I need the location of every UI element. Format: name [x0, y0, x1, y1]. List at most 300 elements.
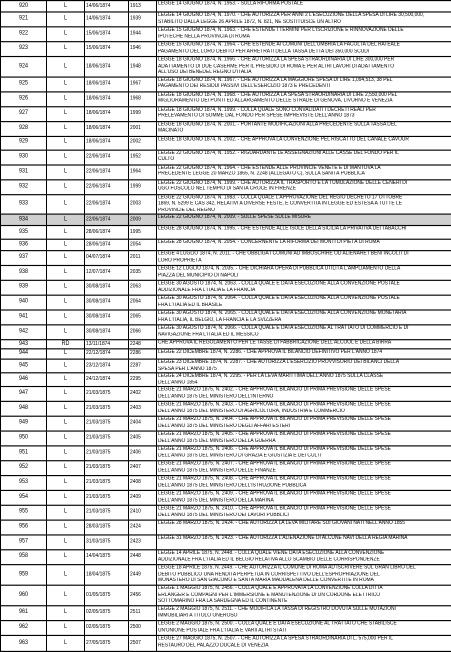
row-date: 18/04/1875 [85, 565, 129, 586]
row-law-number: 2408 [129, 476, 157, 491]
table-row [1, 476, 451, 491]
row-law-number: 2409 [129, 490, 157, 505]
description-line: DELL'ANNO 1875 DEL MINISTERO DI AGRICOLTURA, INDUSTRIA E COMMERCIO [158, 408, 345, 414]
row-description [157, 585, 451, 606]
description-line: ADDIZIONALE FRA L'ITALIA E LA FRANCIA [158, 287, 256, 293]
row-type: L [47, 179, 85, 194]
row-date: 27/05/1875 [85, 635, 129, 651]
row-description [157, 476, 451, 491]
row-type: L [47, 606, 85, 621]
row-type: L [47, 490, 85, 505]
row-number: 924 [1, 57, 47, 77]
row-date: 24/12/1874 [85, 373, 129, 387]
row-type: L [47, 27, 85, 42]
row-number: 949 [1, 416, 47, 431]
table-row [1, 12, 451, 27]
row-type: L [47, 550, 85, 565]
row-law-number: 2064 [129, 295, 157, 310]
row-date: 04/07/1874 [85, 251, 129, 266]
row-description [157, 431, 451, 446]
row-number: 923 [1, 42, 47, 57]
row-law-number: 2003 [129, 194, 157, 214]
table-row [1, 490, 451, 505]
row-law-number: 2035 [129, 265, 157, 280]
table-row [1, 461, 451, 476]
row-type: L [47, 520, 85, 535]
table-row [1, 373, 451, 387]
row-type: L [47, 106, 85, 121]
row-type: L [47, 505, 85, 520]
description-line: MONASTERO DI SAN GIACOMO E SANTA MARIA MADDALENA DELLE CONVERTITE IN ROMA [158, 577, 374, 584]
row-description [157, 340, 451, 349]
table-row [1, 265, 451, 280]
row-date: 23/12/1874 [85, 359, 129, 373]
row-law-number: 1944 [129, 27, 157, 42]
description-line: LEGGE 21 MARZO 1875, N. 2402. - CHE APPROVA IL BILANCIO DI PRIMA PREVISIONE DELLE SPESE [158, 387, 391, 393]
row-date: 21/03/1875 [85, 476, 129, 491]
row-description [157, 194, 451, 214]
row-law-number: 2403 [129, 401, 157, 416]
row-description [157, 150, 451, 165]
row-number: 952 [1, 461, 47, 476]
description-line: LEGGE 14 GIUGNO 1874, N. 1970. - CHE AUTORIZZA PER ANNI 2 L'ESECUZIONE DELLA SPESA DI LIRE 30,500,000, [158, 12, 425, 19]
description-line: MIGLIORAMENTO DEI PONTI ED ALLARGAMENTO DELLE STRADE DI GENOVA, LIVORNO E VENEZIA [158, 98, 393, 104]
row-date: 22/06/1874 [85, 179, 129, 194]
table-row [1, 91, 451, 106]
row-law-number: 2054 [129, 239, 157, 250]
description-line: PIAZZA DEL MUNICIPIO DI NAPOLI [158, 272, 239, 279]
row-type: L [47, 387, 85, 402]
row-date: 21/03/1875 [85, 461, 129, 476]
row-number: 943 [1, 340, 47, 349]
row-type: L [47, 401, 85, 416]
description-line: LEGGE 28 MARZO 1875, N. 2424. - CHE AUTORIZZA LA LEVA MILITARE SUI GIOVANI NATI NELL'ANNO 1855 [158, 520, 405, 527]
row-description [157, 387, 451, 402]
description-line: LEGGE 27 MAGGIO 1875, N. 2507. - CHE AUTORIZZA LA SPESA STRAORDINARIA DI L. 575,000 PER IL [158, 636, 394, 642]
row-type: L [47, 91, 85, 106]
row-number: 959 [1, 565, 47, 586]
table-row [1, 226, 451, 240]
row-law-number: 2065 [129, 310, 157, 325]
table-row [1, 621, 451, 636]
row-number: 934 [1, 214, 47, 225]
row-date: 02/05/1875 [85, 606, 129, 621]
row-description [157, 349, 451, 359]
description-line: LEGGE 30 AGOSTO 1874, N. 2066. - COLLA QUALE È DATA ESECUZIONE AL TRATTATO DI COMMERCIO E DI [158, 325, 409, 332]
row-number: 945 [1, 359, 47, 373]
row-law-number: 2423 [129, 535, 157, 550]
table-row [1, 565, 451, 586]
description-line: PAGAMENTO DEL LORO DEBITO PER ARRETRATI DELLA TASSA DETTA DEI 350,000 SCUDI [158, 48, 370, 55]
row-type: L [47, 214, 85, 225]
row-law-number: 2286 [129, 349, 157, 359]
row-number: 963 [1, 635, 47, 651]
row-law-number: 1913 [129, 1, 157, 12]
row-law-number: 2407 [129, 461, 157, 476]
description-line: CULTO [158, 156, 175, 163]
row-date: 18/06/1874 [85, 121, 129, 136]
table-row [1, 179, 451, 194]
row-number: 940 [1, 295, 47, 310]
row-date: 01/05/1875 [85, 585, 129, 606]
description-line: DELL'ANNO 1875 DEL MINISTERO DELL'INTERNO [158, 393, 274, 400]
row-date: 22/06/1874 [85, 194, 129, 214]
table-row [1, 239, 451, 250]
row-date: 28/06/1874 [85, 226, 129, 240]
row-type: L [47, 164, 85, 179]
row-date: 28/03/1875 [85, 520, 129, 535]
row-description [157, 295, 451, 310]
row-description [157, 416, 451, 431]
row-description [157, 325, 451, 340]
description-line: LEGGE 18 GIUGNO 1874, N. 1967. - CHE AUTORIZZA LA MAGGIORE SPESA DI LIRE 1,094,513, 38 PEL [158, 77, 393, 83]
description-line: IMMOBILIARI A TITOLO ONEROSO [158, 612, 238, 619]
row-number: 926 [1, 91, 47, 106]
row-date: 22/06/1874 [85, 164, 129, 179]
description-line: FRA L'ITALIA ED IL BRASILE [158, 302, 223, 308]
description-line: LEGGE 21 MARZO 1875, N. 2410. - CHE APPROVA IL BILANCIO DI PRIMA PREVISIONE DELLE SPESE [158, 505, 391, 512]
table-row [1, 325, 451, 340]
row-number: 930 [1, 150, 47, 165]
description-line: LEGGE 21 MARZO 1875, N. 2407. - CHE APPROVA IL BILANCIO DI PRIMA PREVISIONE DELLE SPESE [158, 461, 391, 468]
row-number: 958 [1, 550, 47, 565]
row-date: 15/06/1874 [85, 27, 129, 42]
row-law-number: 1952 [129, 150, 157, 165]
description-line: PAGAMENTO DEI RESIDUI PASSIVI DELL'ESERCIZIO 1873 E PRECEDENTI [158, 83, 331, 90]
row-date: 14/06/1874 [85, 1, 129, 12]
description-line: NAVIGAZIONE FRA L'ITALIA ED IL MESSICO [158, 331, 259, 338]
description-line: LEGGE 30 AGOSTO 1874, N. 2063. - COLLA QUALE È DATA ESECUZIONE ALLA CONVENZIONE POSTALE [158, 280, 400, 287]
row-description [157, 535, 451, 550]
row-type: L [47, 476, 85, 491]
row-law-number: 2295 [129, 373, 157, 387]
row-type: L [47, 535, 85, 550]
description-line: DELL'ANNO 1875 DEL MINISTERO DEGLI AFFARI ESTERI [158, 423, 291, 429]
description-line: DELL'ANNO 1875 DEL MINISTERO DI GRAZIA E GIUSTIZIA E DEI CULTI [158, 452, 322, 459]
row-description [157, 57, 451, 77]
row-description [157, 520, 451, 535]
row-description [157, 635, 451, 651]
description-line: UGO FOSCOLO NEL TEMPIO DI SANTA CROCE IN FIRENZE [158, 186, 296, 192]
table-row [1, 416, 451, 431]
row-type: L [47, 373, 85, 387]
description-line: LEGGE 2 MAGGIO 1875, N. 2500. - COLLA QUALE È DATA ESECUZIONE AL TRATTATO CHE STABILISCE [158, 621, 397, 627]
row-date: 21/03/1875 [85, 505, 129, 520]
row-number: 927 [1, 106, 47, 121]
row-number: 921 [1, 12, 47, 27]
description-line: LEGGE 1 MAGGIO 1875, N. 2456. - COLLA QUALE È APPROVATA LA CONVENZIONE COLLA DITTA [158, 585, 383, 592]
row-date: 30/08/1874 [85, 310, 129, 325]
table-row [1, 340, 451, 349]
description-line: PROVINCIE DEL REGNO [158, 207, 215, 213]
table-row [1, 606, 451, 621]
description-line: PRECEDENTE LEGGE 20 MARZO 1865, N. 2248 (ALLEGATO C), SULLA SANITÀ PUBBLICA [158, 171, 365, 177]
description-line: LEGGE 28 GIUGNO 1874, N. 1995. - CHE ESTENDE ALLE ISOLE DELLA SICILIA LA PRIVATIVA DEI TABACCHI [158, 226, 407, 232]
description-line: LEGGE 21 MARZO 1875, N. 2408. - CHE APPROVA IL BILANCIO DI PRIMA PREVISIONE DELLE SPESE [158, 476, 391, 482]
row-law-number: 1939 [129, 12, 157, 27]
row-date: 30/08/1874 [85, 280, 129, 295]
table-row [1, 27, 451, 42]
row-description [157, 401, 451, 416]
description-line: LEGGE 24 DICEMBRE 1874, N. 2295. - PER LA LEVA MARITTIMA DELL'ANNO 1875 SULLA CLASSE [158, 373, 384, 380]
row-number: 954 [1, 490, 47, 505]
description-line: LORO PROPRIETÀ [158, 257, 202, 264]
row-number: 956 [1, 520, 47, 535]
row-type: L [47, 416, 85, 431]
table-row [1, 446, 451, 461]
row-type: L [47, 621, 85, 636]
row-date: 18/06/1874 [85, 77, 129, 92]
row-date: 18/06/1874 [85, 57, 129, 77]
description-line: LEGGE 22 GIUGNO 1874, N. 1999. - CHE AUTORIZZA IL TRASPORTO E LA TUMULAZIONE DELLE CENERI DI [158, 179, 408, 186]
table-row [1, 77, 451, 92]
table-row [1, 164, 451, 179]
row-type: L [47, 239, 85, 250]
row-description [157, 606, 451, 621]
description-line: LEGGE 15 GIUGNO 1874, N. 1964. - CHE ESTENDE AI COMUNI DELL'UMBRIA LA FACOLTÀ DEL RATEALE [158, 42, 400, 48]
row-description [157, 1, 451, 12]
row-description [157, 77, 451, 92]
description-line: LEGGE 18 GIUGNO 1874, N. 1966. - CHE AUTORIZZA LA SPESA STRAORDINARIA DI LIRE 300,000 PER [158, 57, 395, 63]
row-date: 22/06/1874 [85, 214, 129, 225]
row-type: L [47, 57, 85, 77]
row-description [157, 446, 451, 461]
row-law-number: 2448 [129, 550, 157, 565]
row-date: 31/03/1875 [85, 535, 129, 550]
row-description [157, 12, 451, 27]
table-row [1, 310, 451, 325]
row-number: 933 [1, 194, 47, 214]
row-law-number: 1995 [129, 226, 157, 240]
row-number: 953 [1, 476, 47, 491]
table-row [1, 136, 451, 150]
description-line: STABILITO DALLA LEGGE 26 APRILE 1872, N. 821, NE SOSTITUISCE UN ALTRO [158, 18, 341, 25]
row-number: 946 [1, 373, 47, 387]
row-description [157, 265, 451, 280]
row-number: 929 [1, 136, 47, 150]
table-row [1, 57, 451, 77]
description-line: SOTTOMARINO FRA LA SARDEGNA ED IL CONTINENTE [158, 598, 288, 605]
description-line: PRELEVAMENTO DI SOMME DAL FONDO PER SPESE IMPREVISTE DELL'ANNO 1873 [158, 113, 355, 119]
description-line: LEGGE 14 APRILE 1875, N. 2448. - COLLA QUALE VIENE DATA ESECUZIONE ALLA CONVENZIONE [158, 550, 385, 557]
row-number: 928 [1, 121, 47, 136]
row-date: 21/03/1875 [85, 431, 129, 446]
row-description [157, 91, 451, 106]
description-line: LEGGE 18 GIUGNO 1874, N. 2002. - CHE APPROVA LA CONVENZIONE PEL RISCATTO DEL CANALE CAVOUR [158, 136, 409, 143]
description-line: DELL'ANNO 1875 DEL MINISTERO DELLE FINANZE [158, 467, 276, 474]
row-description [157, 621, 451, 636]
row-date: 14/04/1875 [85, 550, 129, 565]
table-row [1, 520, 451, 535]
row-type: L [47, 446, 85, 461]
row-type: L [47, 359, 85, 373]
table-row [1, 585, 451, 606]
row-type: L [47, 565, 85, 586]
description-line: LEGGE 2 MAGGIO 1875, N. 2511. - CHE MODIFICA LA TASSA DI REGISTRO DOVUTA SULLE MUTAZIONI [158, 606, 396, 613]
table-row [1, 42, 451, 57]
table-row [1, 214, 451, 225]
description-line: DEBITO PUBBLICO UNA RENDITA PERPETUA IN CORRISPETTIVO DELL'ESPROPRIAZIONE DEL [158, 571, 380, 578]
row-date: 18/06/1874 [85, 91, 129, 106]
description-line: ERLANGER E COMPAGNI PER L'IMMERSIONE E MANUTENZIONE DI UN CORDONE ELETTRICO [158, 592, 381, 598]
row-description [157, 359, 451, 373]
row-number: 944 [1, 349, 47, 359]
table-row [1, 295, 451, 310]
description-line: ADATTAMENTO DI DUE CASERME PER IL PRESIDIO DI ROMA E PER ALTRI LAVORI DI ADATTAMENTO [158, 63, 395, 70]
description-line: LEGGE 21 MARZO 1875, N. 2406. - CHE APPROVA IL BILANCIO DI PRIMA PREVISIONE DELLE SPESE [158, 446, 391, 453]
row-description [157, 27, 451, 42]
row-date: 21/03/1875 [85, 446, 129, 461]
table-row [1, 535, 451, 550]
row-type: L [47, 136, 85, 150]
row-law-number: 1948 [129, 57, 157, 77]
row-law-number: 2507 [129, 635, 157, 651]
row-number: 947 [1, 387, 47, 402]
law-register-rows [1, 1, 451, 652]
description-line: LEGGE 30 AGOSTO 1874, N. 2064. - COLLA QUALE È DATA ESECUZIONE ALLA CONVENZIONE POSTALE [158, 295, 400, 302]
row-description [157, 121, 451, 136]
description-line: LEGGE 14 GIUGNO 1874, N. 1953. - SULLA RIFORMA POSTALE [158, 1, 304, 7]
row-law-number: 2063 [129, 280, 157, 295]
description-line: ALL'USO DEI BENEDEL REGNO D'ITALIA [158, 69, 252, 76]
row-description [157, 310, 451, 325]
row-type: L [47, 295, 85, 310]
row-number: 951 [1, 446, 47, 461]
row-type: L [47, 461, 85, 476]
row-number: 932 [1, 179, 47, 194]
row-law-number: 2424 [129, 520, 157, 535]
description-line: CHE APPROVA IL REGOLAMENTO PER LE TASSE DI FABBRICAZIONE DELL'ALCOOL E DELLA BIRRA [158, 340, 392, 346]
row-type: L [47, 325, 85, 340]
row-type: L [47, 265, 85, 280]
row-number: 962 [1, 621, 47, 636]
row-law-number: 2011 [129, 251, 157, 266]
row-type: L [47, 77, 85, 92]
description-line: LEGGE 28 GIUGNO 1874, N. 2054. - CONCERNENTE LA RIFORMA DEI MONTI DI PIETÀ DI ROMA [158, 239, 380, 246]
description-line: LEGGE 22 GIUGNO 1874, N. 1983. - COLLA QUALE L'APPROVAZIONE DEL REGIO DECRETO 17 OTTOBRE [158, 194, 403, 201]
table-row [1, 550, 451, 565]
row-date: 21/03/1875 [85, 401, 129, 416]
row-date: 02/05/1875 [85, 621, 129, 636]
row-number: 942 [1, 325, 47, 340]
table-row [1, 150, 451, 165]
row-date: 21/03/1875 [85, 387, 129, 402]
row-law-number: 2410 [129, 505, 157, 520]
row-number: 922 [1, 27, 47, 42]
row-number: 961 [1, 606, 47, 621]
description-line: LEGGE 23 DICEMBRE 1874, N. 2287. - CHE AUTORIZZA L'ESERCIZIO PROVVISORIO DEI BILANCI DELLA [158, 359, 400, 366]
description-line: LEGGE 21 MARZO 1875, N. 2409. - CHE APPROVA IL BILANCIO DI PRIMA PREVISIONE DELLE SPESE [158, 490, 391, 497]
table-row [1, 387, 451, 402]
description-line: DELL'ANNO 1854 [158, 379, 198, 386]
row-law-number: 2456 [129, 585, 157, 606]
row-law-number: 2449 [129, 565, 157, 586]
description-line: LEGGE 15 GIUGNO 1874, N. 1963. - CHE ESTENDE I TERMINI PER L'ISCRIZIONE E RINNOVAZIONE DELLE [158, 27, 404, 34]
row-date: 18/06/1874 [85, 136, 129, 150]
row-description [157, 490, 451, 505]
description-line: LEGGE 22 GIUGNO 1874, N. 2009. - SULLE SPESE SULLE MISURE [158, 214, 312, 221]
row-number: 955 [1, 505, 47, 520]
row-number: 950 [1, 431, 47, 446]
row-law-number: 2009 [129, 214, 157, 225]
row-date: 21/03/1875 [85, 416, 129, 431]
row-law-number: 1999 [129, 106, 157, 121]
description-line: LEGGE 18 GIUGNO 1874, N. 1999. - COLLA QUALE SONO CONVALIDATI I DECRETI REALI PER [158, 106, 376, 113]
row-description [157, 106, 451, 121]
description-line: 1869, N. 5299 E CAS 342, RELATIVI A DIVERSE FESTE, È CONVERTITA IN LEGGE ED ESTESA A TUTTE LE [158, 200, 402, 207]
table-row [1, 635, 451, 651]
row-type: L [47, 121, 85, 136]
row-law-number: 2405 [129, 431, 157, 446]
table-row [1, 359, 451, 373]
row-number: 938 [1, 265, 47, 280]
row-number: 960 [1, 585, 47, 606]
row-description [157, 164, 451, 179]
description-line: LEGGE 30 AGOSTO 1874, N. 2065. - COLLA QUALE È DATA ESECUZIONE ALLA CONVENZIONE MONETARIA [158, 310, 407, 317]
description-line: LEGGE 12 LUGLIO 1874, N. 2035. - CHE DICHIARA OPERA DI PUBBLICA UTILITÀ L'AMPLIAMENTO DELLA [158, 266, 401, 272]
row-date: 28/06/1874 [85, 239, 129, 250]
row-description [157, 226, 451, 240]
description-line: LEGGE 4 LUGLIO 1874, N. 2011. - CHE OBBLIGA I COMUNI AD IMBOSCHIRE OD ALIENARE I BENI INCOLTI DI [158, 251, 409, 257]
table-row [1, 251, 451, 266]
row-date: 15/06/1874 [85, 42, 129, 57]
row-law-number: 2500 [129, 621, 157, 636]
table-row [1, 505, 451, 520]
description-line: ADDIZIONALE FRA L'ITALIA ED IL BELGIO RELATIVA ALLO SCAMBIO DELLE CORRISPONDENZE [158, 556, 380, 563]
row-date: 21/03/1875 [85, 490, 129, 505]
row-type: L [47, 310, 85, 325]
row-law-number: 1967 [129, 77, 157, 92]
description-line: LEGGE 22 GIUGNO 1874, N. 1964. - CHE ESTENDE ALLE PROVINCIE VENETE E DI MANTOVA LA [158, 164, 381, 171]
row-date: 22/06/1874 [85, 150, 129, 165]
row-law-number: 2287 [129, 359, 157, 373]
row-law-number: 2002 [129, 136, 157, 150]
row-description [157, 179, 451, 194]
row-number: 948 [1, 401, 47, 416]
row-type: L [47, 431, 85, 446]
row-law-number: 2404 [129, 416, 157, 431]
row-description [157, 373, 451, 387]
description-line: UN'UNIONE POSTALE FRA L'ITALIA E VARII ALTRI STATI [158, 627, 287, 634]
description-line: FRA L'ITALIA, IL BELGIO, LA FRANCIA E LA SVIZZERA [158, 316, 282, 323]
description-line: MACINATO [158, 127, 184, 134]
row-description [157, 136, 451, 150]
row-description [157, 42, 451, 57]
table-row [1, 280, 451, 295]
row-law-number: 2001 [129, 121, 157, 136]
table-row [1, 106, 451, 121]
table-row [1, 194, 451, 214]
description-line: LEGGE 21 MARZO 1875, N. 2405. - CHE APPROVA IL BILANCIO DI PRIMA PREVISIONE DELLE SPESE [158, 431, 391, 438]
row-type: RD [47, 340, 85, 349]
description-line: LEGGE 18 GIUGNO 1874, N. 1968. - CHE AUTORIZZA LA SPESA STRAORDINARIA DI LIRE 2,550,000 PEL [158, 91, 398, 98]
row-description [157, 251, 451, 266]
row-type: L [47, 349, 85, 359]
row-type: L [47, 42, 85, 57]
description-line: SPESA PER L'ANNO 1875 [158, 365, 217, 372]
row-type: L [47, 585, 85, 606]
table-row [1, 1, 451, 12]
row-number: 936 [1, 239, 47, 250]
row-type: L [47, 226, 85, 240]
row-law-number: 1964 [129, 164, 157, 179]
row-number: 941 [1, 310, 47, 325]
row-law-number: 2402 [129, 387, 157, 402]
description-line: DELL'ANNO 1875 DEL MINISTERO DELLA GUERRA [158, 437, 276, 444]
table-row [1, 431, 451, 446]
row-type: L [47, 251, 85, 266]
row-type: L [47, 280, 85, 295]
